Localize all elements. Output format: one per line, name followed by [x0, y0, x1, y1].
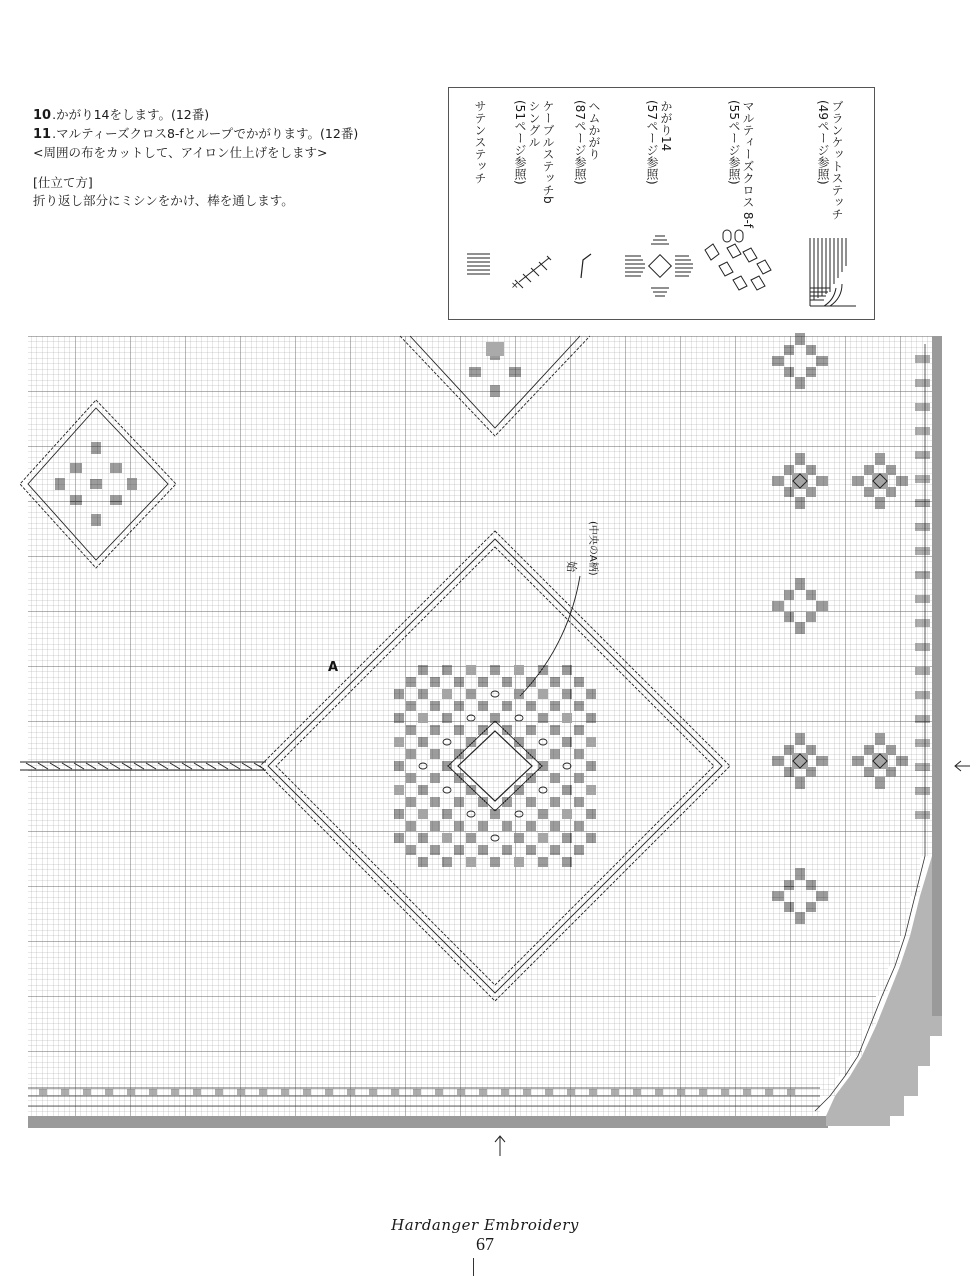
- assembly-heading: [仕立て方]: [33, 175, 93, 190]
- footer-brand: Hardanger Embroidery: [391, 1216, 579, 1234]
- legend-item-satin: [463, 88, 503, 319]
- filled-square: [442, 689, 452, 699]
- legend-label: かがり14 (57ページ参照): [645, 100, 673, 185]
- footer-rule: [473, 1258, 474, 1276]
- legend-item-hem: [569, 88, 624, 319]
- filled-square: [586, 737, 596, 747]
- step-text: .かがり14をします。(12番): [52, 107, 210, 122]
- start-label: 始: [565, 561, 578, 572]
- filled-square: [792, 753, 808, 769]
- legend-item-overcast: [619, 88, 699, 319]
- filled-square: [418, 713, 428, 723]
- filled-square: [538, 689, 548, 699]
- finish-note: <周囲の布をカットして、アイロン仕上げをします>: [33, 145, 328, 160]
- maltese-cross-icon: [699, 88, 789, 321]
- legend-label: マルティーズクロス 8-f (55ページ参照): [727, 100, 755, 229]
- embroidery-chart: [20, 336, 950, 1156]
- legend-label: サテンステッチ: [473, 100, 487, 184]
- legend-item-maltese: [699, 88, 789, 319]
- instructions: [33, 106, 433, 210]
- step-11: [33, 125, 433, 144]
- filled-square: [466, 665, 476, 675]
- svg-text:×: ×: [511, 281, 519, 291]
- step-number: 10: [33, 108, 52, 123]
- legend-label: ケーブルステッチb シングル (51ページ参照): [513, 100, 555, 204]
- filled-square: [486, 342, 504, 356]
- filled-square: [394, 785, 404, 795]
- filled-square: [562, 713, 572, 723]
- filled-square: [538, 833, 548, 843]
- filled-square: [872, 753, 888, 769]
- page-number: 67: [476, 1234, 494, 1254]
- overcast-14-icon: [619, 88, 699, 321]
- motif-a-label: A: [328, 660, 339, 675]
- step-number: 11: [33, 127, 52, 142]
- filled-square: [792, 473, 808, 489]
- step-text: .マルティーズクロス8-fとループでかがります。(12番): [52, 126, 359, 141]
- assembly-text: 折り返し部分にミシンをかけ、棒を通します。: [33, 193, 294, 208]
- start-note: (中央のA柄): [587, 521, 598, 576]
- legend-item-blanket: [794, 88, 874, 319]
- legend-item-cable: [509, 88, 564, 319]
- filled-square: [466, 857, 476, 867]
- filled-square: [418, 809, 428, 819]
- filled-square: [586, 785, 596, 795]
- legend-label: ブランケットステッチ (49ページ参照): [816, 100, 844, 220]
- satin-stitch-icon: [463, 88, 503, 321]
- filled-square: [514, 665, 524, 675]
- center-marker-bottom: [495, 1136, 505, 1156]
- chart-grid: [20, 336, 950, 1156]
- filled-square: [562, 809, 572, 819]
- step-10: [33, 106, 433, 125]
- hem-stitch-icon: [569, 88, 624, 321]
- blanket-stitch-icon: [794, 88, 874, 321]
- filled-square: [872, 473, 888, 489]
- cable-stitch-icon: [509, 88, 569, 321]
- legend-label: ヘムかがり (87ページ参照): [573, 100, 601, 185]
- stitch-legend: [448, 87, 875, 320]
- filled-square: [514, 857, 524, 867]
- center-marker-right: [955, 761, 970, 771]
- filled-square: [394, 737, 404, 747]
- filled-square: [442, 833, 452, 843]
